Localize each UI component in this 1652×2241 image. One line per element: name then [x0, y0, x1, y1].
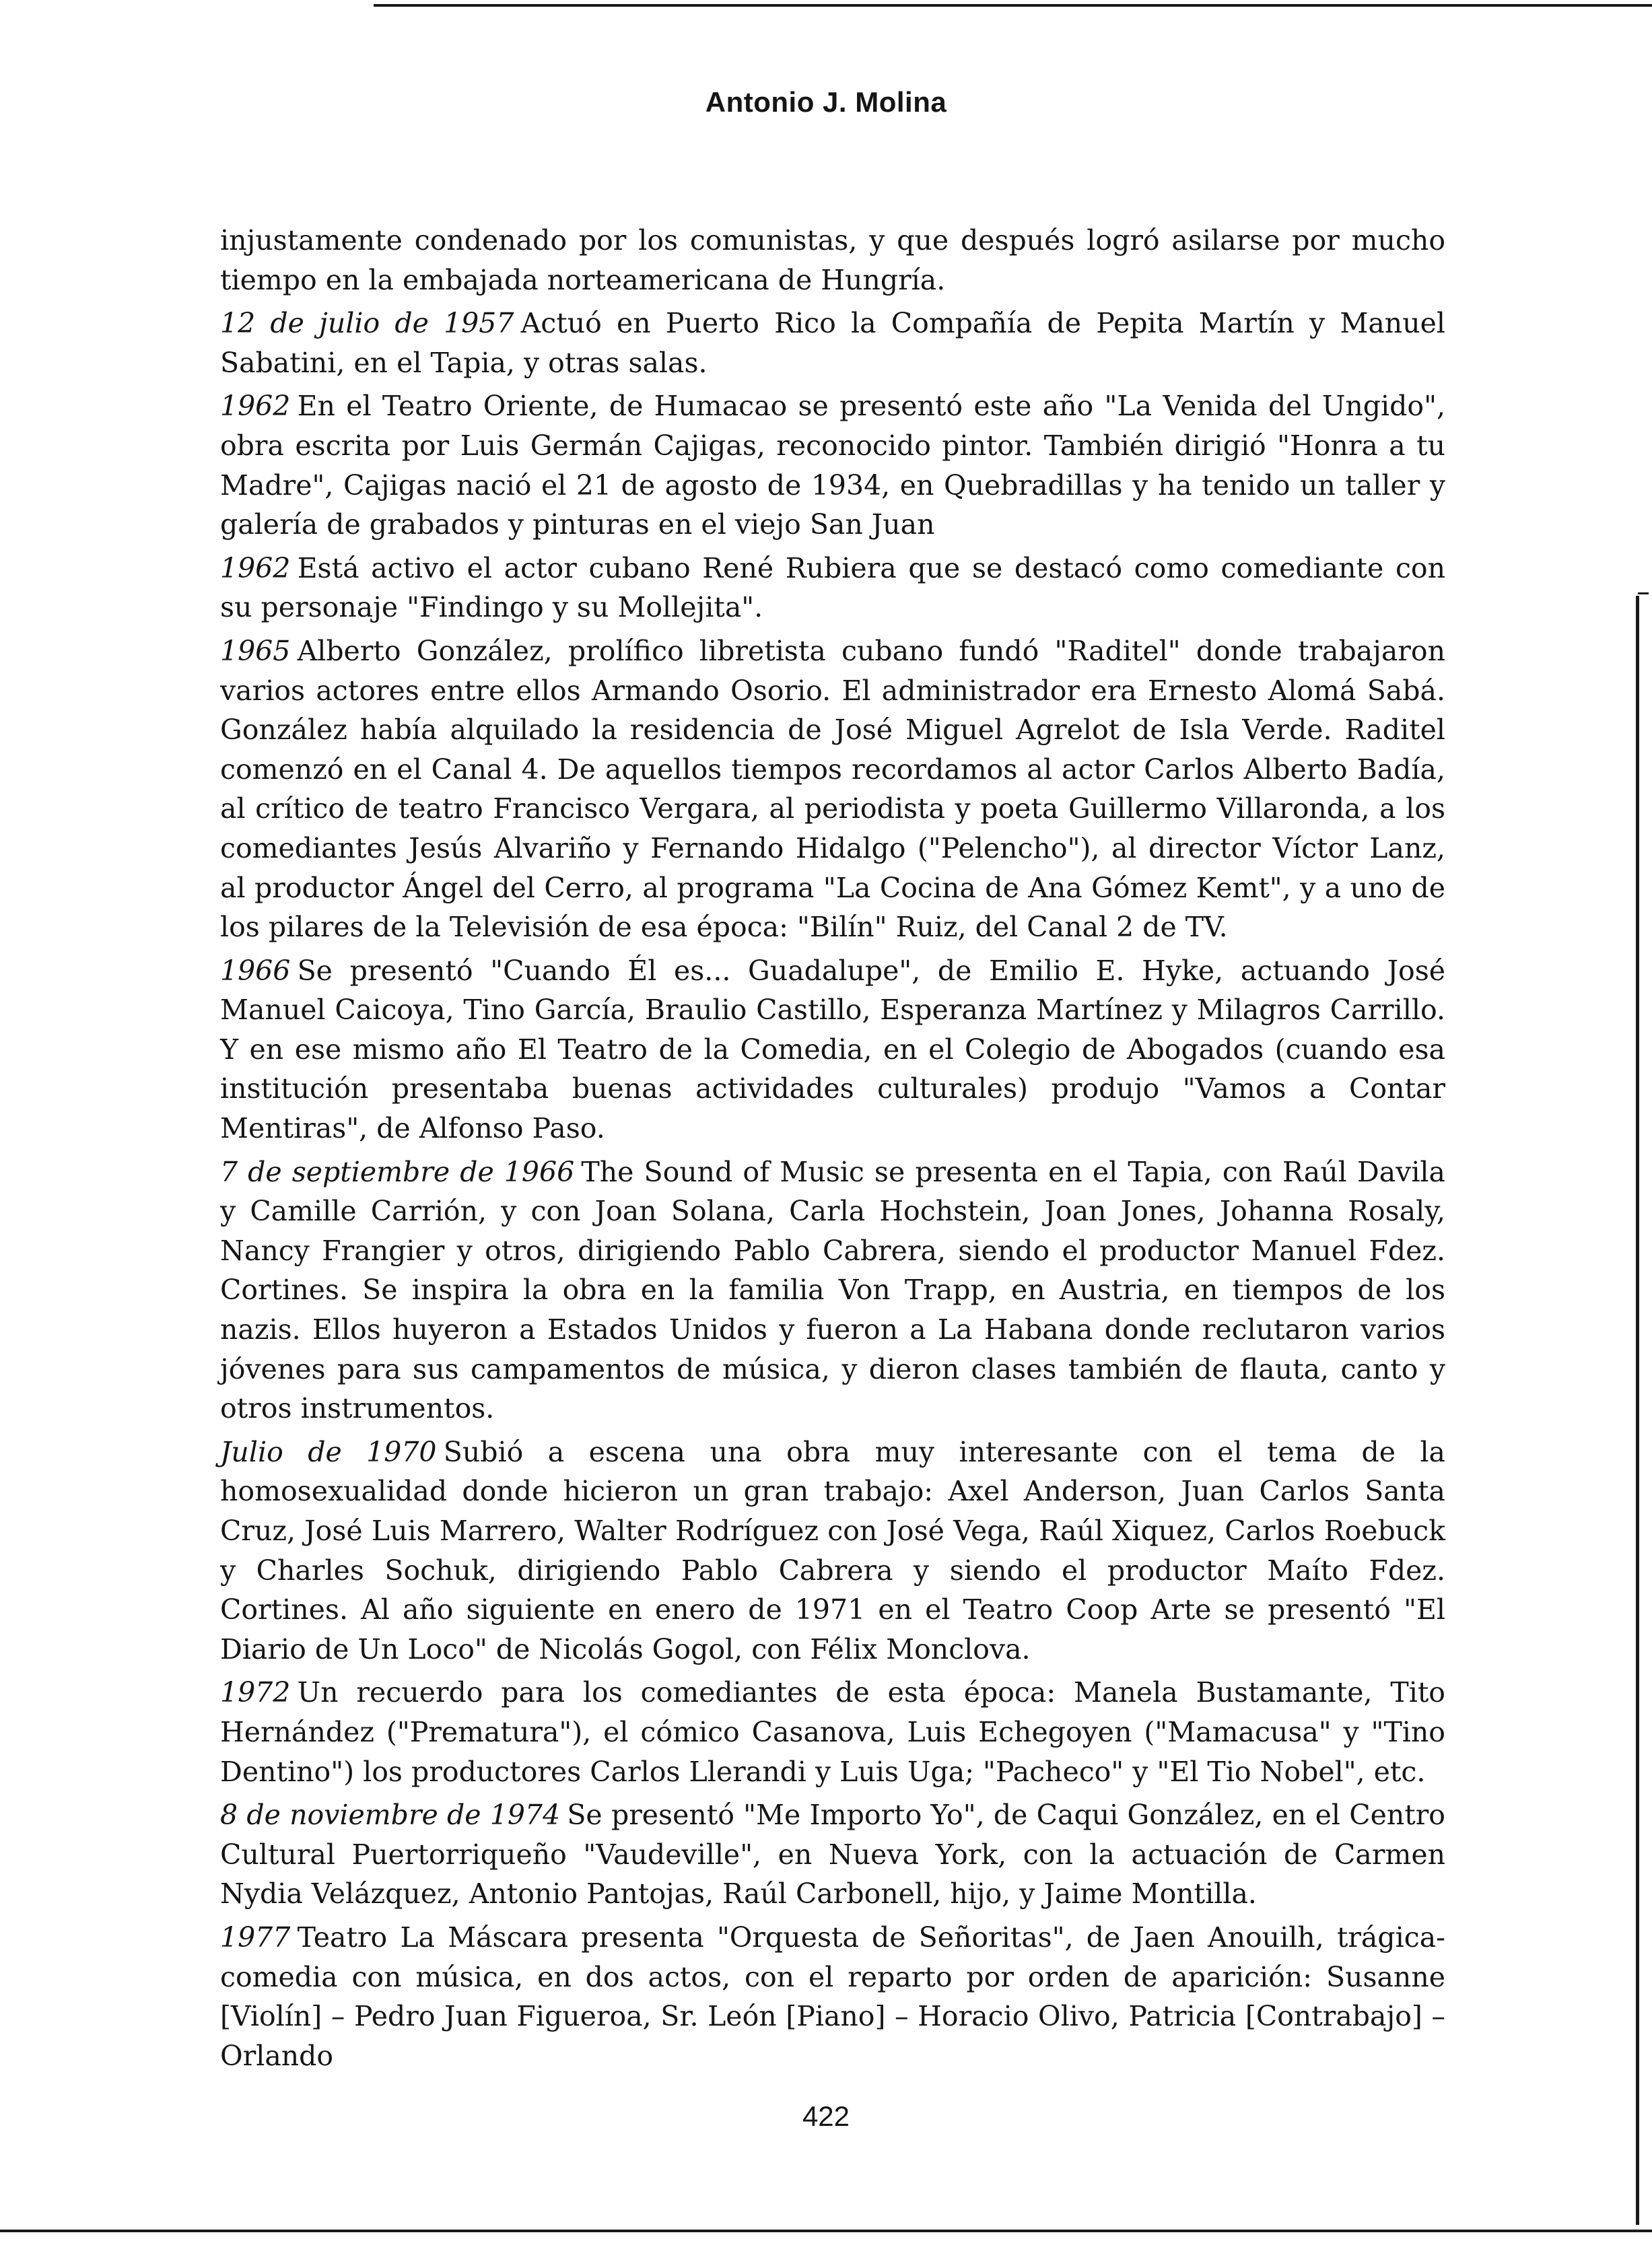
- entry-text: Actuó en Puerto Rico la Compañía de Pepita Martín y Manuel Sabatini, en el Tapia, y otras salas.: [220, 307, 1445, 379]
- entry-text: Se presentó "Me Importo Yo", de Caqui González, en el Centro Cultural Puertorriqueño "Vaudeville", en Nueva York, con la actuación de Carmen Nydia Velázquez, Antonio Pantojas, Raúl Carbonell, hijo, y Jaime Montilla.: [220, 1799, 1445, 1910]
- entry-text: En el Teatro Oriente, de Humacao se presentó este año "La Venida del Ungido", obra escrita por Luis Germán Cajigas, reconocido pintor. También dirigió "Honra a tu Madre", Cajigas nació el 21 de agosto de 1934, en Quebradillas y ha tenido un taller y galería de grabados y pinturas en el viejo San Juan: [220, 390, 1445, 541]
- entry-text: Alberto González, prolífico libretista cubano fundó "Raditel" donde trabajaron varios actores entre ellos Armando Osorio. El administrador era Ernesto Alomá Sabá. González había alquilado la residencia de José Miguel Agrelot de Isla Verde. Raditel comenzó en el Canal 4. De aquellos tiempos recordamos al actor Carlos Alberto Badía, al crítico de teatro Francisco Vergara, al periodista y poeta Guillermo Villaronda, a los comediantes Jesús Alvariño y Fernando Hidalgo ("Pelencho"), al director Víctor Lanz, al productor Ángel del Cerro, al programa "La Cocina de Ana Gómez Kemt", y a uno de los pilares de la Televisión de esa época: "Bilín" Ruiz, del Canal 2 de TV.: [220, 634, 1445, 944]
- scan-border-bottom: [0, 2230, 1652, 2232]
- scan-border-top: [374, 4, 1652, 7]
- entry-text: Un recuerdo para los comediantes de esta época: Manela Bustamante, Tito Hernández ("Prematura"), el cómico Casanova, Luis Echegoyen ("Mamacusa" y "Tino Dentino") los productores Carlos Llerandi y Luis Uga; "Pacheco" y "El Tio Nobel", etc.: [220, 1676, 1445, 1788]
- entry-date: Julio de 1970: [220, 1435, 437, 1468]
- entry-sep-1966: [220, 1152, 1445, 1428]
- entry-date: 7 de septiembre de 1966: [220, 1155, 575, 1188]
- entry-1972: [220, 1673, 1445, 1791]
- entry-1962-oriente: [220, 386, 1445, 544]
- entry-continuation: [220, 221, 1445, 300]
- running-head: Antonio J. Molina: [705, 86, 947, 118]
- entry-1957: [220, 304, 1445, 382]
- page-number: 422: [802, 2100, 850, 2132]
- entry-1962-rubiera: [220, 549, 1445, 627]
- entry-date: 1972: [220, 1676, 291, 1709]
- entry-date: 1962: [220, 551, 291, 584]
- entry-text: Subió a escena una obra muy interesante con el tema de la homosexualidad donde hicieron un gran trabajo: Axel Anderson, Juan Carlos Santa Cruz, José Luis Marrero, Walter Rodríguez con José Vega, Raúl Xiquez, Carlos Roebuck y Charles Sochuk, dirigiendo Pablo Cabrera y siendo el productor Maíto Fdez. Cortines. Al año siguiente en enero de 1971 en el Teatro Coop Arte se presentó "El Diario de Un Loco" de Nicolás Gogol, con Félix Monclova.: [220, 1435, 1445, 1665]
- entry-text: Teatro La Máscara presenta "Orquesta de Señoritas", de Jaen Anouilh, trágica-comedia con música, en dos actos, con el reparto por orden de aparición: Susanne [Violín] – Pedro Juan Figueroa, Sr. León [Piano] – Horacio Olivo, Patricia [Contrabajo] – Orlando: [220, 1921, 1445, 2072]
- entry-text: Está activo el actor cubano René Rubiera que se destacó como comediante con su personaje "Findingo y su Mollejita".: [220, 551, 1445, 624]
- entry-date: 8 de noviembre de 1974: [220, 1799, 561, 1832]
- entry-text: The Sound of Music se presenta en el Tapia, con Raúl Davila y Camille Carrión, y con Joan Solana, Carla Hochstein, Joan Jones, Johanna Rosaly, Nancy Frangier y otros, dirigiendo Pablo Cabrera, siendo el productor Manuel Fdez. Cortines. Se inspira la obra en la familia Von Trapp, en Austria, en tiempos de los nazis. Ellos huyeron a Estados Unidos y fueron a La Habana donde reclutaron varios jóvenes para sus campamentos de música, y dieron clases también de flauta, canto y otros instrumentos.: [220, 1155, 1445, 1425]
- entry-date: 12 de julio de 1957: [220, 307, 514, 340]
- entry-1966: [220, 951, 1445, 1148]
- entry-text: Se presentó "Cuando Él es... Guadalupe", de Emilio E. Hyke, actuando José Manuel Caicoya, Tino García, Braulio Castillo, Esperanza Martínez y Milagros Carrillo. Y en ese mismo año El Teatro de la Comedia, en el Colegio de Abogados (cuando esa institución presentaba buenas actividades culturales) produjo "Vamos a Contar Mentiras", de Alfonso Paso.: [220, 954, 1445, 1145]
- entry-date: 1965: [220, 634, 291, 667]
- entry-nov-1974: [220, 1795, 1445, 1914]
- entry-date: 1962: [220, 390, 291, 423]
- scan-border-right: [1636, 596, 1639, 2225]
- entry-jul-1970: [220, 1433, 1445, 1669]
- entry-1965: [220, 631, 1445, 947]
- entry-date: 1977: [220, 1921, 291, 1954]
- entry-date: 1966: [220, 954, 291, 987]
- entry-text: injustamente condenado por los comunistas, y que después logró asilarse por mucho tiempo en la embajada norteamericana de Hungría.: [220, 224, 1445, 296]
- entry-1977: [220, 1918, 1445, 2075]
- scan-tick-right: [1638, 592, 1649, 594]
- page-body: [220, 221, 1445, 2079]
